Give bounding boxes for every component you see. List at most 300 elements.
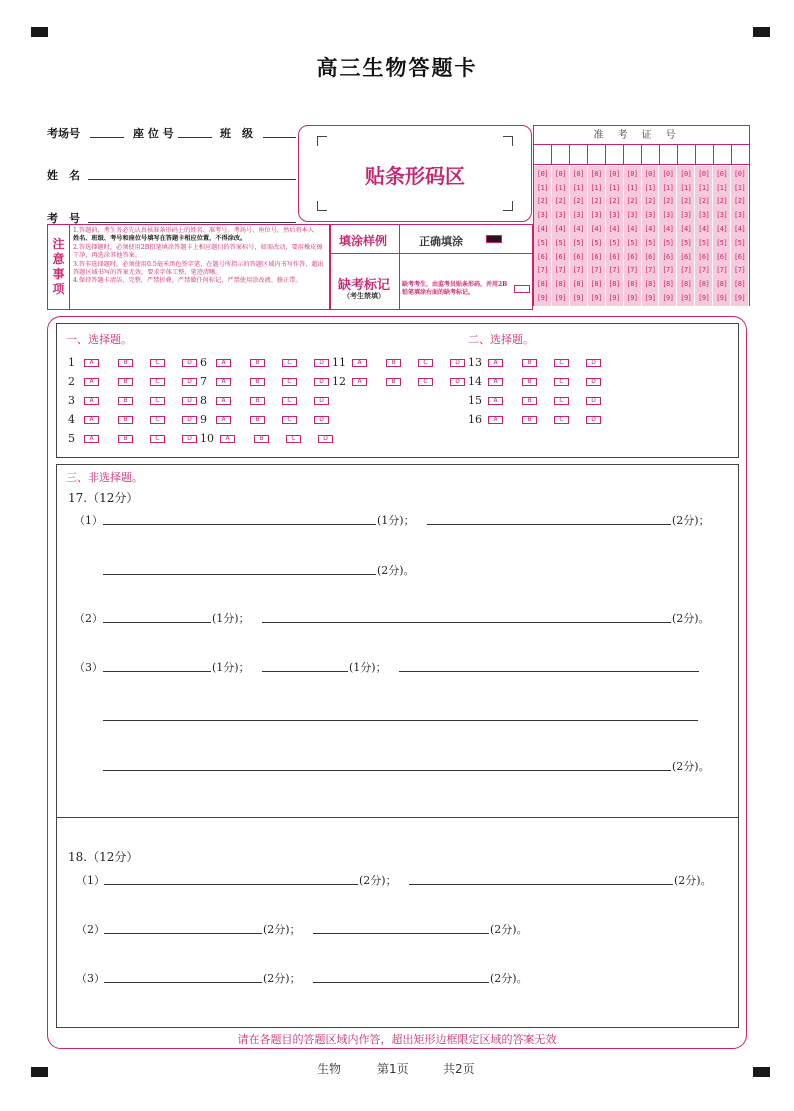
exam-no-field[interactable] xyxy=(88,222,296,223)
digit-bubble[interactable]: [5] xyxy=(698,238,710,247)
digit-bubble[interactable]: [3] xyxy=(644,211,656,220)
absent-sublabel: （考生禁填） xyxy=(343,291,385,300)
q17-1-score-c: (2分)。 xyxy=(377,564,415,577)
digit-bubble[interactable]: [4] xyxy=(554,225,566,234)
digit-bubble[interactable]: [2] xyxy=(680,197,692,206)
q17-3-score-b: (1分)； xyxy=(349,661,387,674)
admission-column xyxy=(677,166,695,306)
q17-part2: （2） xyxy=(74,612,103,625)
digit-bubble[interactable]: [8] xyxy=(680,280,692,289)
digit-bubble[interactable]: [6] xyxy=(590,252,602,261)
option-bubble-b[interactable]: B xyxy=(522,378,537,386)
option-bubble-a[interactable]: A xyxy=(216,359,231,367)
option-bubble-d[interactable]: D xyxy=(182,416,197,424)
digit-bubble[interactable]: [6] xyxy=(734,252,746,261)
option-bubble-a[interactable]: A xyxy=(84,359,99,367)
option-bubble-a[interactable]: A xyxy=(352,359,367,367)
digit-cell[interactable] xyxy=(606,145,624,164)
option-bubble-b[interactable]: B xyxy=(118,378,133,386)
question-number: 1 xyxy=(68,356,75,369)
q17-1-blank-c[interactable] xyxy=(103,574,376,575)
digit-bubble[interactable]: [9] xyxy=(734,294,746,303)
digit-bubble[interactable]: [6] xyxy=(626,252,638,261)
q17-part3: （3） xyxy=(74,661,103,674)
digit-bubble[interactable]: [0] xyxy=(572,169,584,178)
digit-bubble[interactable]: [2] xyxy=(554,197,566,206)
digit-bubble[interactable]: [1] xyxy=(572,183,584,192)
option-bubble-b[interactable]: B xyxy=(118,359,133,367)
option-bubble-d[interactable]: D xyxy=(182,397,197,405)
digit-bubble[interactable]: [0] xyxy=(680,169,692,178)
digit-bubble[interactable]: [0] xyxy=(608,169,620,178)
digit-bubble[interactable]: [5] xyxy=(590,238,602,247)
registration-mark-bottom-right xyxy=(753,1067,770,1077)
digit-bubble[interactable]: [3] xyxy=(590,211,602,220)
digit-bubble[interactable]: [6] xyxy=(536,252,549,261)
digit-cell[interactable] xyxy=(588,145,606,164)
option-bubble-a[interactable]: A xyxy=(216,378,231,386)
digit-bubble[interactable]: [3] xyxy=(626,211,638,220)
q17-1-blank-b[interactable] xyxy=(427,524,671,525)
digit-bubble[interactable]: [9] xyxy=(572,294,584,303)
q18-2-blank-a[interactable] xyxy=(104,933,262,934)
subject-label: 生物 xyxy=(317,1062,342,1076)
digit-bubble[interactable]: [3] xyxy=(716,211,728,220)
digit-bubble[interactable]: [1] xyxy=(644,183,656,192)
option-bubble-d[interactable]: D xyxy=(314,397,329,405)
digit-bubble[interactable]: [5] xyxy=(662,238,674,247)
option-bubble-c[interactable]: C xyxy=(554,378,569,386)
digit-bubble[interactable]: [9] xyxy=(716,294,728,303)
digit-bubble[interactable]: [0] xyxy=(536,169,549,178)
digit-bubble[interactable]: [1] xyxy=(554,183,566,192)
option-bubble-c[interactable]: C xyxy=(282,397,297,405)
q18-part2: （2） xyxy=(76,923,105,936)
option-bubble-d[interactable]: D xyxy=(314,416,329,424)
q17-1-score-a: (1分)； xyxy=(377,514,415,527)
digit-bubble[interactable]: [5] xyxy=(716,238,728,247)
corner-tl xyxy=(317,136,327,146)
option-bubble-c[interactable]: C xyxy=(150,397,165,405)
digit-bubble[interactable]: [1] xyxy=(536,183,549,192)
option-bubble-c[interactable]: C xyxy=(286,435,301,443)
option-bubble-c[interactable]: C xyxy=(554,359,569,367)
digit-bubble[interactable]: [2] xyxy=(716,197,728,206)
digit-bubble[interactable]: [7] xyxy=(716,266,728,275)
option-bubble-a[interactable]: A xyxy=(488,359,503,367)
q17-3-score-a: (1分)； xyxy=(212,661,250,674)
digit-bubble[interactable]: [8] xyxy=(734,280,746,289)
digit-bubble[interactable]: [8] xyxy=(554,280,566,289)
digit-bubble[interactable]: [1] xyxy=(590,183,602,192)
digit-bubble[interactable]: [7] xyxy=(554,266,566,275)
registration-mark-bottom-left xyxy=(31,1067,48,1077)
digit-bubble[interactable]: [7] xyxy=(662,266,674,275)
digit-bubble[interactable]: [1] xyxy=(716,183,728,192)
option-bubble-c[interactable]: C xyxy=(150,359,165,367)
digit-bubble[interactable]: [7] xyxy=(608,266,620,275)
q18-1-blank-a[interactable] xyxy=(104,884,358,885)
admission-column xyxy=(624,166,642,306)
digit-bubble[interactable]: [5] xyxy=(734,238,746,247)
option-bubble-d[interactable]: D xyxy=(318,435,333,443)
exam-room-field[interactable] xyxy=(90,137,124,138)
admission-column xyxy=(588,166,606,306)
option-bubble-d[interactable]: D xyxy=(450,359,465,367)
digit-bubble[interactable]: [5] xyxy=(680,238,692,247)
divider xyxy=(399,225,400,254)
absent-label: 缺考标记 xyxy=(338,278,391,293)
digit-bubble[interactable]: [6] xyxy=(698,252,710,261)
option-bubble-b[interactable]: B xyxy=(118,416,133,424)
option-bubble-c[interactable]: C xyxy=(554,416,569,424)
option-bubble-c[interactable]: C xyxy=(282,359,297,367)
digit-bubble[interactable]: [6] xyxy=(608,252,620,261)
class-label: 班 级 xyxy=(220,127,253,140)
name-label: 姓 名 xyxy=(47,169,80,182)
digit-bubble[interactable]: [0] xyxy=(590,169,602,178)
digit-bubble[interactable]: [5] xyxy=(536,238,549,247)
digit-bubble[interactable]: [1] xyxy=(734,183,746,192)
digit-bubble[interactable]: [9] xyxy=(698,294,710,303)
option-bubble-b[interactable]: B xyxy=(250,416,265,424)
option-bubble-d[interactable]: D xyxy=(182,359,197,367)
option-bubble-c[interactable]: C xyxy=(282,416,297,424)
admission-number-grid xyxy=(533,125,750,306)
digit-bubble[interactable]: [8] xyxy=(644,280,656,289)
digit-bubble[interactable]: [9] xyxy=(662,294,674,303)
digit-bubble[interactable]: [7] xyxy=(626,266,638,275)
digit-bubble[interactable]: [2] xyxy=(734,197,746,206)
digit-bubble[interactable]: [4] xyxy=(608,225,620,234)
option-bubble-b[interactable]: B xyxy=(386,378,401,386)
corner-tr xyxy=(503,136,513,146)
notice-line: 3.答非选择题时，必须使用0.5毫米黑色签字笔，在题号所指示的答题区域内书写作答，超出答题区域书写的答案无效，要求字体工整、笔迹清晰。 xyxy=(73,260,324,277)
digit-bubble[interactable]: [0] xyxy=(626,169,638,178)
digit-bubble[interactable]: [6] xyxy=(572,252,584,261)
notice-label-char: 意 xyxy=(52,252,65,266)
digit-bubble[interactable]: [8] xyxy=(590,280,602,289)
digit-bubble[interactable]: [6] xyxy=(716,252,728,261)
corner-bl xyxy=(317,201,327,211)
q17-label: 17.（12分） xyxy=(68,491,139,505)
admission-column xyxy=(570,166,588,306)
digit-bubble[interactable]: [3] xyxy=(680,211,692,220)
digit-bubble[interactable]: [5] xyxy=(572,238,584,247)
digit-cell[interactable] xyxy=(660,145,678,164)
digit-bubble[interactable]: [0] xyxy=(644,169,656,178)
question-number: 4 xyxy=(68,413,75,426)
barcode-area xyxy=(298,125,532,222)
admission-column xyxy=(659,166,677,306)
q17-1-score-b: (2分)； xyxy=(672,514,710,527)
option-bubble-c[interactable]: C xyxy=(418,378,433,386)
question-number: 8 xyxy=(200,394,207,407)
option-bubble-d[interactable]: D xyxy=(586,397,601,405)
section-divider xyxy=(57,817,738,818)
digit-bubble[interactable]: [7] xyxy=(698,266,710,275)
digit-bubble[interactable]: [4] xyxy=(644,225,656,234)
option-bubble-b[interactable]: B xyxy=(118,397,133,405)
q18-part1: （1） xyxy=(76,874,105,887)
digit-cell[interactable] xyxy=(624,145,642,164)
q17-3-blank-d[interactable] xyxy=(103,720,698,721)
absent-note: 缺考考生，由监考员贴条形码，并用2B铅笔填涂右面的缺考标记。 xyxy=(402,281,508,296)
digit-bubble[interactable]: [4] xyxy=(680,225,692,234)
digit-bubble[interactable]: [0] xyxy=(734,169,746,178)
admission-column xyxy=(606,166,624,306)
question-number: 3 xyxy=(68,394,75,407)
question-number: 11 xyxy=(332,356,346,369)
option-bubble-c[interactable]: C xyxy=(150,378,165,386)
digit-bubble[interactable]: [3] xyxy=(662,211,674,220)
section2-title: 二、选择题。 xyxy=(468,333,534,346)
digit-bubble[interactable]: [4] xyxy=(590,225,602,234)
admission-column xyxy=(552,166,570,306)
digit-bubble[interactable]: [9] xyxy=(554,294,566,303)
digit-bubble[interactable]: [3] xyxy=(698,211,710,220)
q18-3-blank-a[interactable] xyxy=(104,982,262,983)
admission-column xyxy=(534,166,552,306)
digit-bubble[interactable]: [3] xyxy=(536,211,549,220)
absent-mark-box[interactable] xyxy=(514,285,530,293)
digit-bubble[interactable]: [8] xyxy=(608,280,620,289)
digit-bubble[interactable]: [1] xyxy=(626,183,638,192)
digit-bubble[interactable]: [2] xyxy=(590,197,602,206)
question-number: 9 xyxy=(200,413,207,426)
question-number: 6 xyxy=(200,356,207,369)
digit-bubble[interactable]: [1] xyxy=(662,183,674,192)
notice-label-char: 事 xyxy=(52,267,65,281)
question-number: 15 xyxy=(468,394,482,407)
class-field[interactable] xyxy=(263,137,296,138)
digit-bubble[interactable]: [0] xyxy=(662,169,674,178)
option-bubble-a[interactable]: A xyxy=(220,435,235,443)
q18-1-blank-b[interactable] xyxy=(409,884,673,885)
option-bubble-a[interactable]: A xyxy=(84,435,99,443)
admission-column xyxy=(713,166,731,306)
admission-column xyxy=(695,166,713,306)
corner-br xyxy=(503,201,513,211)
notice-line: 4.保持答题卡清洁、完整，严禁折叠，严禁做任何标记，严禁使用涂改液、修正带。 xyxy=(73,277,302,285)
digit-bubble[interactable]: [7] xyxy=(680,266,692,275)
q18-2-blank-b[interactable] xyxy=(313,933,489,934)
q18-2-score-a: (2分)； xyxy=(263,923,301,936)
digit-bubble[interactable]: [0] xyxy=(554,169,566,178)
notice-line: 2.答选择题时，必须使用2B铅笔填涂答题卡上相应题目的答案标号，如需改动，要用橡皮擦干净，再选涂其他答案。 xyxy=(73,243,323,260)
digit-bubble[interactable]: [8] xyxy=(716,280,728,289)
section1-title: 一、选择题。 xyxy=(66,333,132,346)
digit-bubble[interactable]: [3] xyxy=(608,211,620,220)
digit-bubble[interactable]: [6] xyxy=(644,252,656,261)
option-bubble-a[interactable]: A xyxy=(352,378,367,386)
digit-bubble[interactable]: [9] xyxy=(680,294,692,303)
q18-label: 18.（12分） xyxy=(68,850,139,864)
question-number: 13 xyxy=(468,356,482,369)
digit-cell[interactable] xyxy=(732,145,749,164)
correct-fill-sample xyxy=(486,235,502,243)
digit-bubble[interactable]: [0] xyxy=(716,169,728,178)
option-bubble-d[interactable]: D xyxy=(450,378,465,386)
digit-bubble[interactable]: [4] xyxy=(572,225,584,234)
digit-bubble[interactable]: [3] xyxy=(554,211,566,220)
digit-bubble[interactable]: [6] xyxy=(554,252,566,261)
q17-2-blank-a[interactable] xyxy=(103,622,211,623)
admission-column xyxy=(642,166,660,306)
digit-bubble[interactable]: [7] xyxy=(536,266,549,275)
question-number: 16 xyxy=(468,413,482,426)
option-bubble-a[interactable]: A xyxy=(216,416,231,424)
option-bubble-c[interactable]: C xyxy=(150,435,165,443)
admission-column xyxy=(731,166,749,306)
digit-bubble[interactable]: [9] xyxy=(608,294,620,303)
option-bubble-b[interactable]: B xyxy=(386,359,401,367)
digit-bubble[interactable]: [7] xyxy=(572,266,584,275)
q18-1-score-a: (2分)； xyxy=(359,874,397,887)
name-field[interactable] xyxy=(88,179,296,180)
digit-bubble[interactable]: [4] xyxy=(698,225,710,234)
barcode-label: 贴条形码区 xyxy=(365,164,465,188)
option-bubble-c[interactable]: C xyxy=(554,397,569,405)
q17-3-blank-c[interactable] xyxy=(399,671,699,672)
option-bubble-b[interactable]: B xyxy=(250,378,265,386)
q17-3-blank-e[interactable] xyxy=(103,770,671,771)
option-bubble-b[interactable]: B xyxy=(522,416,537,424)
q18-3-blank-b[interactable] xyxy=(313,982,489,983)
digit-bubble[interactable]: [2] xyxy=(572,197,584,206)
q18-3-score-b: (2分)。 xyxy=(490,972,528,985)
seat-label: 座 位 号 xyxy=(133,127,174,140)
digit-bubble[interactable]: [2] xyxy=(608,197,620,206)
digit-cell[interactable] xyxy=(678,145,696,164)
digit-bubble[interactable]: [0] xyxy=(698,169,710,178)
q17-1-blank-a[interactable] xyxy=(103,524,376,525)
digit-bubble[interactable]: [2] xyxy=(662,197,674,206)
digit-bubble[interactable]: [8] xyxy=(626,280,638,289)
digit-bubble[interactable]: [6] xyxy=(662,252,674,261)
option-bubble-a[interactable]: A xyxy=(488,397,503,405)
notice-line-bold: 姓名、班级、考号和座位号填写在答题卡相应位置，不得涂改。 xyxy=(73,235,247,243)
option-bubble-d[interactable]: D xyxy=(314,378,329,386)
digit-bubble[interactable]: [4] xyxy=(734,225,746,234)
digit-bubble[interactable]: [2] xyxy=(644,197,656,206)
digit-bubble[interactable]: [3] xyxy=(572,211,584,220)
digit-bubble[interactable]: [4] xyxy=(716,225,728,234)
option-bubble-a[interactable]: A xyxy=(216,397,231,405)
digit-bubble[interactable]: [8] xyxy=(662,280,674,289)
option-bubble-d[interactable]: D xyxy=(182,378,197,386)
option-bubble-c[interactable]: C xyxy=(282,378,297,386)
option-bubble-b[interactable]: B xyxy=(522,359,537,367)
digit-bubble[interactable]: [2] xyxy=(536,197,549,206)
digit-cell[interactable] xyxy=(552,145,570,164)
notice-text xyxy=(73,227,327,286)
digit-bubble[interactable]: [7] xyxy=(734,266,746,275)
correct-fill-label: 正确填涂 xyxy=(419,235,463,248)
digit-bubble[interactable]: [7] xyxy=(644,266,656,275)
option-bubble-a[interactable]: A xyxy=(84,397,99,405)
option-bubble-c[interactable]: C xyxy=(150,416,165,424)
digit-bubble[interactable]: [9] xyxy=(536,294,549,303)
option-bubble-b[interactable]: B xyxy=(254,435,269,443)
digit-bubble[interactable]: [1] xyxy=(608,183,620,192)
option-bubble-b[interactable]: B xyxy=(522,397,537,405)
q17-2-score-a: (1分)； xyxy=(212,612,250,625)
option-bubble-a[interactable]: A xyxy=(488,416,503,424)
option-bubble-b[interactable]: B xyxy=(118,435,133,443)
digit-bubble[interactable]: [4] xyxy=(536,225,549,234)
fill-sample-box xyxy=(330,224,533,310)
section3-title: 三、非选择题。 xyxy=(66,471,143,484)
digit-cell[interactable] xyxy=(570,145,588,164)
option-bubble-d[interactable]: D xyxy=(314,359,329,367)
digit-bubble[interactable]: [3] xyxy=(734,211,746,220)
notice-label xyxy=(48,225,70,309)
option-bubble-b[interactable]: B xyxy=(250,359,265,367)
digit-bubble[interactable]: [1] xyxy=(680,183,692,192)
digit-bubble[interactable]: [2] xyxy=(626,197,638,206)
option-bubble-c[interactable]: C xyxy=(418,359,433,367)
digit-bubble[interactable]: [5] xyxy=(644,238,656,247)
digit-bubble[interactable]: [4] xyxy=(626,225,638,234)
digit-bubble[interactable]: [8] xyxy=(572,280,584,289)
q17-2-blank-b[interactable] xyxy=(262,622,671,623)
question-number: 7 xyxy=(200,375,207,388)
option-bubble-a[interactable]: A xyxy=(84,378,99,386)
digit-bubble[interactable]: [9] xyxy=(590,294,602,303)
registration-mark-top-left xyxy=(31,27,48,37)
digit-bubble[interactable]: [5] xyxy=(626,238,638,247)
registration-mark-top-right xyxy=(753,27,770,37)
option-bubble-d[interactable]: D xyxy=(182,435,197,443)
digit-bubble[interactable]: [9] xyxy=(644,294,656,303)
digit-bubble[interactable]: [4] xyxy=(662,225,674,234)
digit-cell[interactable] xyxy=(714,145,732,164)
notice-label-char: 注 xyxy=(52,237,65,251)
digit-bubble[interactable]: [9] xyxy=(626,294,638,303)
digit-cell[interactable] xyxy=(642,145,660,164)
q17-3-blank-b[interactable] xyxy=(262,671,348,672)
digit-cell[interactable] xyxy=(696,145,714,164)
seat-field[interactable] xyxy=(178,137,212,138)
option-bubble-d[interactable]: D xyxy=(586,378,601,386)
option-bubble-b[interactable]: B xyxy=(250,397,265,405)
notice-label-char: 项 xyxy=(52,282,65,296)
digit-cell[interactable] xyxy=(534,145,552,164)
digit-bubble[interactable]: [8] xyxy=(536,280,549,289)
digit-bubble[interactable]: [2] xyxy=(698,197,710,206)
option-bubble-a[interactable]: A xyxy=(84,416,99,424)
digit-bubble[interactable]: [8] xyxy=(698,280,710,289)
digit-bubble[interactable]: [5] xyxy=(608,238,620,247)
notice-box xyxy=(47,224,330,310)
option-bubble-d[interactable]: D xyxy=(586,359,601,367)
question-number: 10 xyxy=(200,432,214,445)
q18-3-score-a: (2分)； xyxy=(263,972,301,985)
exam-room-label: 考场号 xyxy=(47,127,80,140)
digit-bubble[interactable]: [6] xyxy=(680,252,692,261)
option-bubble-d[interactable]: D xyxy=(586,416,601,424)
q17-3-score-c: (2分)。 xyxy=(672,760,710,773)
digit-bubble[interactable]: [7] xyxy=(590,266,602,275)
q17-2-score-b: (2分)。 xyxy=(672,612,710,625)
exam-no-label: 考 号 xyxy=(47,212,80,225)
option-bubble-a[interactable]: A xyxy=(488,378,503,386)
digit-bubble[interactable]: [5] xyxy=(554,238,566,247)
digit-bubble[interactable]: [1] xyxy=(698,183,710,192)
page-number: 第1页 xyxy=(377,1062,409,1076)
q17-3-blank-a[interactable] xyxy=(103,671,211,672)
